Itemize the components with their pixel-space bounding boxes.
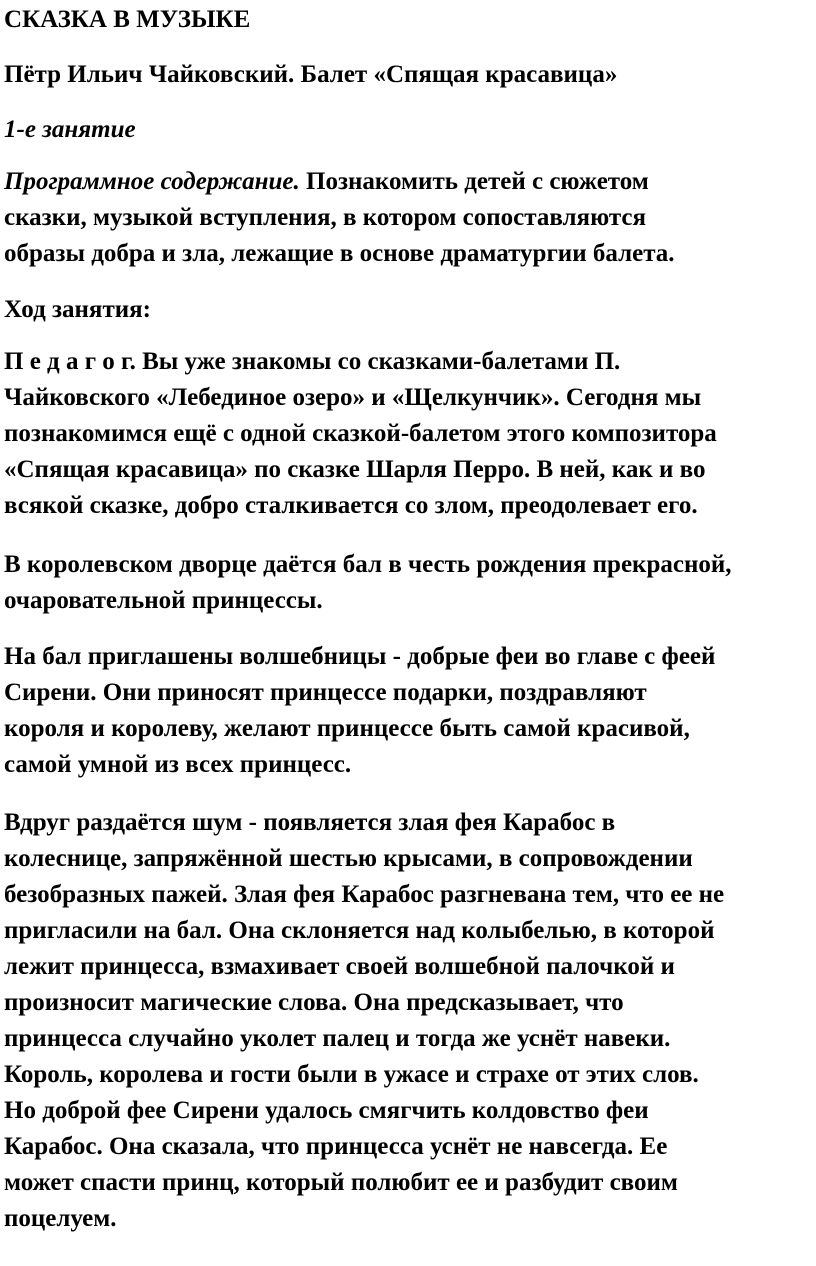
speaker-label: П е д а г о г.	[4, 348, 136, 375]
program-line-1	[4, 164, 675, 200]
program-content	[4, 164, 675, 272]
paragraph-text: Вы уже знакомы со сказками-балетами П.	[135, 348, 621, 375]
document-title: СКАЗКА В МУЗЫКЕ	[4, 6, 251, 33]
paragraph-line: очаровательной принцессы.	[4, 587, 323, 614]
program-label: Программное содержание.	[4, 168, 300, 195]
paragraph-line: В королевском дворце даётся бал в честь рождения прекрасной,	[4, 551, 732, 578]
paragraph-line: колеснице, запряжённой шестью крысами, в сопровождении	[4, 845, 693, 872]
paragraph-line: принцесса случайно уколет палец и тогда же уснёт навеки.	[4, 1025, 671, 1052]
course-heading: Ход занятия:	[4, 296, 151, 323]
paragraph-line: Король, королева и гости были в ужасе и страхе от этих слов.	[4, 1061, 699, 1088]
lesson-number: 1-е занятие	[4, 116, 136, 143]
paragraph-line: Вдруг раздаётся шум - появляется злая фея Карабос в	[4, 809, 616, 836]
paragraph-teacher	[4, 344, 717, 524]
paragraph-line: всякой сказке, добро сталкивается со злом, преодолевает его.	[4, 492, 698, 519]
program-text-2: сказки, музыкой вступления, в котором сопоставляются	[4, 204, 647, 231]
paragraph-fairies	[4, 639, 715, 783]
paragraph-line: лежит принцесса, взмахивает своей волшебной палочкой и	[4, 953, 675, 980]
document-subtitle: Пётр Ильич Чайковский. Балет «Спящая красавица»	[4, 61, 618, 88]
paragraph-line: может спасти принц, который полюбит ее и разбудит своим	[4, 1169, 678, 1196]
paragraph-line: На бал приглашены волшебницы - добрые феи во главе с феей	[4, 643, 716, 670]
paragraph-line: «Спящая красавица» по сказке Шарля Перро. В ней, как и во	[4, 456, 706, 483]
paragraph-carabosse	[4, 805, 724, 1237]
paragraph-line: короля и королеву, желают принцессе быть самой красивой,	[4, 715, 690, 742]
paragraph-line: познакомимся ещё с одной сказкой-балетом этого композитора	[4, 420, 717, 447]
paragraph-line	[4, 344, 717, 380]
paragraph-line: Сирени. Они приносят принцессе подарки, поздравляют	[4, 679, 647, 706]
paragraph-palace	[4, 547, 732, 619]
paragraph-line: произносит магические слова. Она предсказывает, что	[4, 989, 624, 1016]
paragraph-line: Карабос. Она сказала, что принцесса уснёт не навсегда. Ее	[4, 1133, 668, 1160]
paragraph-line: Но доброй фее Сирени удалось смягчить колдовство феи	[4, 1097, 649, 1124]
program-text-3: образы добра и зла, лежащие в основе драматургии балета.	[4, 240, 675, 267]
paragraph-line: Чайковского «Лебединое озеро» и «Щелкунчик». Сегодня мы	[4, 384, 702, 411]
paragraph-line: самой умной из всех принцесс.	[4, 751, 352, 778]
program-text-1: Познакомить детей с сюжетом	[299, 168, 649, 195]
paragraph-line: пригласили на бал. Она склоняется над колыбелью, в которой	[4, 917, 715, 944]
paragraph-line: поцелуем.	[4, 1205, 117, 1232]
paragraph-line: безобразных пажей. Злая фея Карабос разгневана тем, что ее не	[4, 881, 725, 908]
